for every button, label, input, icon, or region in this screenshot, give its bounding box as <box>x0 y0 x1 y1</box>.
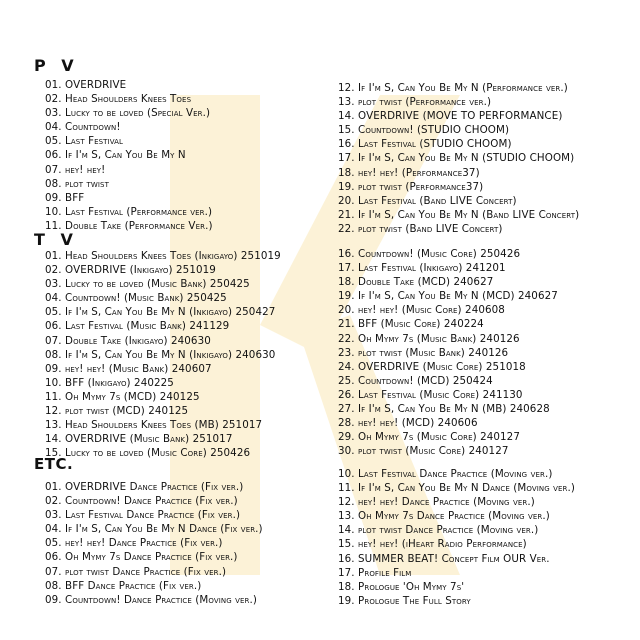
list-item: 06. Oh Mymy 7s Dance Practice (Fix ver.) <box>45 551 238 564</box>
list-item: 23. plot twist (Music Bank) 240126 <box>338 346 509 359</box>
list-item: 07. plot twist Dance Practice (Fix ver.) <box>45 565 227 578</box>
list-item: 14. OVERDRIVE (MOVE TO PERFORMANCE) <box>338 110 563 123</box>
list-item: 15. Lucky to be loved (Music Core) 250426 <box>45 447 251 460</box>
list-item: 16. Last Festival (STUDIO CHOOM) <box>338 138 512 151</box>
list-item: 12. If I'm S, Can You Be My N (Performance ver.) <box>338 82 568 94</box>
list-item: 06. If I'm S, Can You Be My N <box>45 149 186 162</box>
list-item: 03. Last Festival Dance Practice (Fix ver.) <box>45 509 241 522</box>
list-item: 02. Countdown! Dance Practice (Fix ver.) <box>45 495 238 508</box>
list-item: 13. Head Shoulders Knees Toes (MB) 251017 <box>45 419 263 432</box>
list-item: 01. OVERDRIVE Dance Practice (Fix ver.) <box>45 481 244 493</box>
pv-list-left <box>45 78 213 233</box>
list-item: 11. Double Take (Performance Ver.) <box>45 219 213 232</box>
list-item: 27. If I'm S, Can You Be My N (MB) 240628 <box>338 403 550 416</box>
list-item: 10. Last Festival Dance Practice (Moving ver.) <box>338 468 553 480</box>
list-item: 10. Last Festival (Performance ver.) <box>45 205 213 218</box>
list-item: 26. Last Festival (Music Core) 241130 <box>338 388 523 401</box>
list-item: 04. Countdown! <box>45 121 121 134</box>
list-item: 09. hey! hey! (Music Bank) 240607 <box>45 362 212 375</box>
list-item: 05. Last Festival <box>45 135 124 148</box>
list-item: 22. plot twist (Band LIVE Concert) <box>338 222 503 235</box>
list-item: 09. BFF <box>45 191 85 204</box>
tv-list-right <box>338 247 558 458</box>
list-item: 19. plot twist (Performance37) <box>338 180 484 193</box>
list-item: 21. If I'm S, Can You Be My N (Band LIVE Concert) <box>338 208 580 221</box>
list-item: 11. If I'm S, Can You Be My N Dance (Moving ver.) <box>338 482 575 495</box>
list-item: 08. If I'm S, Can You Be My N (Inkigayo) 240630 <box>45 348 276 361</box>
list-item: 25. Countdown! (MCD) 250424 <box>338 374 493 387</box>
list-item: 21. BFF (Music Core) 240224 <box>338 318 484 331</box>
etc-list-right <box>338 467 575 608</box>
list-item: 30. plot twist (Music Core) 240127 <box>338 445 509 458</box>
section-title-pv: P V <box>34 56 79 75</box>
list-item: 13. plot twist (Performance ver.) <box>338 96 492 109</box>
list-item: 20. hey! hey! (Music Core) 240608 <box>338 304 505 317</box>
list-item: 05. If I'm S, Can You Be My N (Inkigayo) 250427 <box>45 306 276 319</box>
list-item: 10. BFF (Inkigayo) 240225 <box>45 376 174 389</box>
list-item: 03. Lucky to be loved (Special Ver.) <box>45 107 211 120</box>
list-item: 02. OVERDRIVE (Inkigayo) 251019 <box>45 264 216 277</box>
list-item: 29. Oh Mymy 7s (Music Core) 240127 <box>338 431 520 444</box>
list-item: 05. hey! hey! Dance Practice (Fix ver.) <box>45 537 223 550</box>
list-item: 13. Oh Mymy 7s Dance Practice (Moving ver.) <box>338 510 550 523</box>
list-item: 04. If I'm S, Can You Be My N Dance (Fix ver.) <box>45 523 263 536</box>
list-item: 04. Countdown! (Music Bank) 250425 <box>45 292 227 305</box>
list-item: 03. Lucky to be loved (Music Bank) 250425 <box>45 278 250 291</box>
list-item: 19. If I'm S, Can You Be My N (MCD) 240627 <box>338 290 558 303</box>
etc-list-left <box>45 480 263 607</box>
list-item: 11. Oh Mymy 7s (MCD) 240125 <box>45 390 200 403</box>
list-item: 08. BFF Dance Practice (Fix ver.) <box>45 579 202 592</box>
list-item: 14. plot twist Dance Practice (Moving ver.) <box>338 524 539 537</box>
list-item: 08. plot twist <box>45 177 109 190</box>
list-item: 19. Prologue The Full Story <box>338 594 471 607</box>
list-item: 17. If I'm S, Can You Be My N (STUDIO CHOOM) <box>338 152 575 165</box>
section-title-etc: ETC. <box>34 455 74 473</box>
list-item: 12. hey! hey! Dance Practice (Moving ver.) <box>338 496 535 509</box>
list-item: 24. OVERDRIVE (Music Core) 251018 <box>338 360 526 373</box>
list-item: 16. Countdown! (Music Core) 250426 <box>338 248 521 260</box>
list-item: 09. Countdown! Dance Practice (Moving ver.) <box>45 593 257 606</box>
list-item: 15. Countdown! (STUDIO CHOOM) <box>338 124 510 137</box>
list-item: 14. OVERDRIVE (Music Bank) 251017 <box>45 433 233 446</box>
list-item: 01. Head Shoulders Knees Toes (Inkigayo) 251019 <box>45 250 281 262</box>
tv-list-left <box>45 249 281 460</box>
list-item: 12. plot twist (MCD) 240125 <box>45 405 189 418</box>
list-item: 18. Double Take (MCD) 240627 <box>338 276 494 289</box>
list-item: 07. Double Take (Inkigayo) 240630 <box>45 334 211 347</box>
list-item: 17. Last Festival (Inkigayo) 241201 <box>338 262 506 275</box>
list-item: 01. OVERDRIVE <box>45 79 127 91</box>
list-item: 07. hey! hey! <box>45 163 106 176</box>
list-item: 18. hey! hey! (Performance37) <box>338 166 480 179</box>
list-item: 02. Head Shoulders Knees Toes <box>45 93 192 106</box>
list-item: 15. hey! hey! (iHeart Radio Performance) <box>338 538 527 551</box>
list-item: 22. Oh Mymy 7s (Music Bank) 240126 <box>338 332 520 345</box>
list-item: 18. Prologue 'Oh Mymy 7s' <box>338 580 465 593</box>
list-item: 16. SUMMER BEAT! Concept Film OUR Ver. <box>338 552 550 565</box>
pv-list-right <box>338 81 579 236</box>
list-item: 20. Last Festival (Band LIVE Concert) <box>338 194 517 207</box>
list-item: 06. Last Festival (Music Bank) 241129 <box>45 320 230 333</box>
section-title-tv: T V <box>34 230 78 249</box>
list-item: 28. hey! hey! (MCD) 240606 <box>338 417 478 430</box>
list-item: 17. Profile Film <box>338 566 412 579</box>
